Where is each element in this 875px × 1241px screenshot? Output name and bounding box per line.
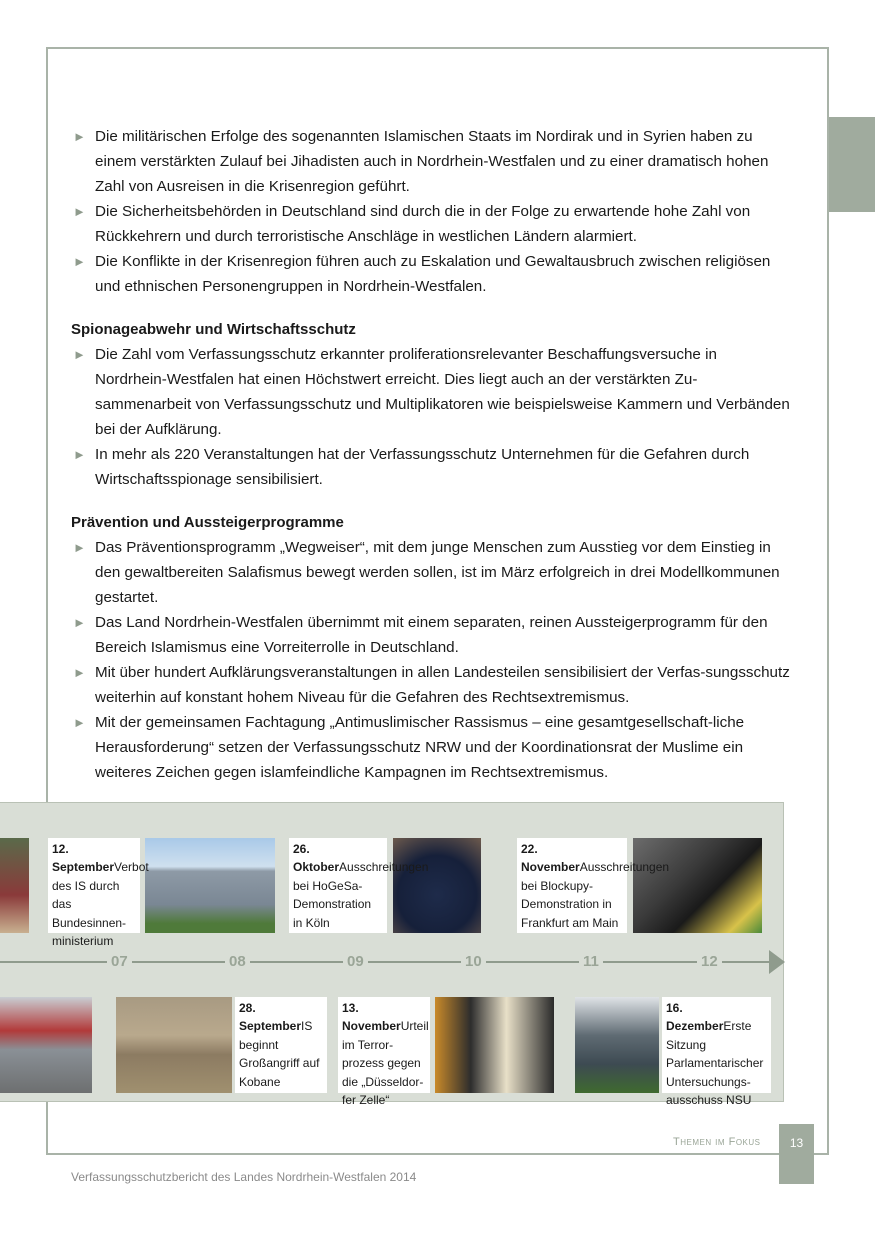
section-heading: Prävention und Aussteigerprogramme bbox=[71, 514, 344, 531]
triangle-bullet-icon: ► bbox=[73, 254, 86, 269]
section-bullet: ► Mit über hundert Aufklärungsveranstaltungen in allen Landesteilen sensibilisiert der Verfas-sungsschutz weiterhin auf konstant hohem Niveau für die Gefahren des Rechtsextremismus. bbox=[71, 660, 791, 710]
section-bullet: ► Die Zahl vom Verfassungsschutz erkannter proliferationsrelevanter Beschaffungsversuche in Nordrhein-Westfalen hat einen Höchstwert erreicht. Dies liegt auch an der verstärkten Zu-sammenarbeit von Verfassungsschutz und Multiplikatoren wie beispielsweise Kammern und Verbänden bei der Aufklärung. bbox=[71, 342, 791, 442]
section-footer-label: Themen im Fokus bbox=[673, 1136, 761, 1148]
triangle-bullet-icon: ► bbox=[73, 715, 86, 730]
intro-bullet: ► Die Konflikte in der Krisenregion führen auch zu Eskalation und Gewaltausbruch zwischen religiösen und ethnischen Personengruppen in Nordrhein-Westfalen. bbox=[71, 249, 791, 299]
section-bullet: ► Mit der gemeinsamen Fachtagung „Antimuslimischer Rassismus – eine gesamtgesellschaft-liche Herausforderung“ setzen der Verfassungsschutz NRW und der Koordinationsrat der Muslime ein weiteres Zeichen gegen islamfeindliche Kampagnen im Rechtsextremismus. bbox=[71, 710, 791, 785]
main-text bbox=[71, 124, 791, 785]
intro-bullet: ► Die Sicherheitsbehörden in Deutschland sind durch die in der Folge zu erwartende hohe Zahl von Rückkehrern und durch terroristische Anschläge in westlichen Ländern alarmiert. bbox=[71, 199, 791, 249]
courtroom-photo bbox=[435, 997, 554, 1093]
parliament-building-photo bbox=[575, 997, 659, 1093]
crowd-photo bbox=[0, 838, 29, 933]
demonstrators-photo bbox=[393, 838, 481, 933]
event-box: 22. NovemberAusschreitungen bei Blockupy-Demonstration in Frankfurt am Main bbox=[517, 838, 627, 933]
section-bullet: ► Das Präventionsprogramm „Wegweiser“, mit dem junge Menschen zum Ausstieg vor dem Einstieg in den gewaltbereiten Salafismus bewegt werden sollen, ist im März erfolgreich in drei Modellkommunen gestartet. bbox=[71, 535, 791, 610]
event-box: 16. DezemberErste Sitzung Parlamentarischer Untersuchungs-ausschuss NSU bbox=[662, 997, 771, 1093]
government-building-photo bbox=[145, 838, 275, 933]
report-title: Verfassungsschutzbericht des Landes Nordrhein-Westfalen 2014 bbox=[71, 1170, 417, 1184]
chapter-tab bbox=[829, 117, 875, 212]
triangle-bullet-icon: ► bbox=[73, 447, 86, 462]
section-heading: Spionageabwehr und Wirtschaftsschutz bbox=[71, 321, 356, 338]
triangle-bullet-icon: ► bbox=[73, 665, 86, 680]
triangle-bullet-icon: ► bbox=[73, 615, 86, 630]
event-box: 12. SeptemberVerbot des IS durch das Bundesinnen-ministerium bbox=[48, 838, 140, 933]
triangle-bullet-icon: ► bbox=[73, 540, 86, 555]
intro-bullet: ► Die militärischen Erfolge des sogenannten Islamischen Staats im Nordirak und in Syrien haben zu einem verstärkten Zulauf bei Jihadisten auch in Nordrhein-Westfalen und zu einer dramatisch hohen Zahl von Ausreisen in die Krisenregion geführt. bbox=[71, 124, 791, 199]
page-number: 13 bbox=[779, 1124, 814, 1184]
event-box: 28. SeptemberIS beginnt Großangriff auf Kobane bbox=[235, 997, 327, 1093]
timeline-arrow-icon bbox=[769, 950, 785, 974]
month-label: 11 bbox=[579, 953, 603, 970]
month-label: 09 bbox=[343, 953, 368, 970]
train-station-photo bbox=[0, 997, 92, 1093]
event-box: 13. NovemberUrteil im Terror-prozess gegen die „Düsseldor-fer Zelle“ bbox=[338, 997, 430, 1093]
month-label: 12 bbox=[697, 953, 722, 970]
blockupy-banner-photo bbox=[633, 838, 762, 933]
month-label: 08 bbox=[225, 953, 250, 970]
event-box: 26. OktoberAusschreitungen bei HoGeSa-Demonstration in Köln bbox=[289, 838, 387, 933]
triangle-bullet-icon: ► bbox=[73, 129, 86, 144]
section-bullet: ► Das Land Nordrhein-Westfalen übernimmt mit einem separaten, reinen Aussteigerprogramm für den Bereich Islamismus eine Vorreiterrolle in Deutschland. bbox=[71, 610, 791, 660]
month-label: 07 bbox=[107, 953, 132, 970]
kobane-pickup-photo bbox=[116, 997, 232, 1093]
section-bullet: ► In mehr als 220 Veranstaltungen hat der Verfassungsschutz Unternehmen für die Gefahren durch Wirtschaftsspionage sensibilisiert. bbox=[71, 442, 791, 492]
triangle-bullet-icon: ► bbox=[73, 204, 86, 219]
month-label: 10 bbox=[461, 953, 486, 970]
triangle-bullet-icon: ► bbox=[73, 347, 86, 362]
